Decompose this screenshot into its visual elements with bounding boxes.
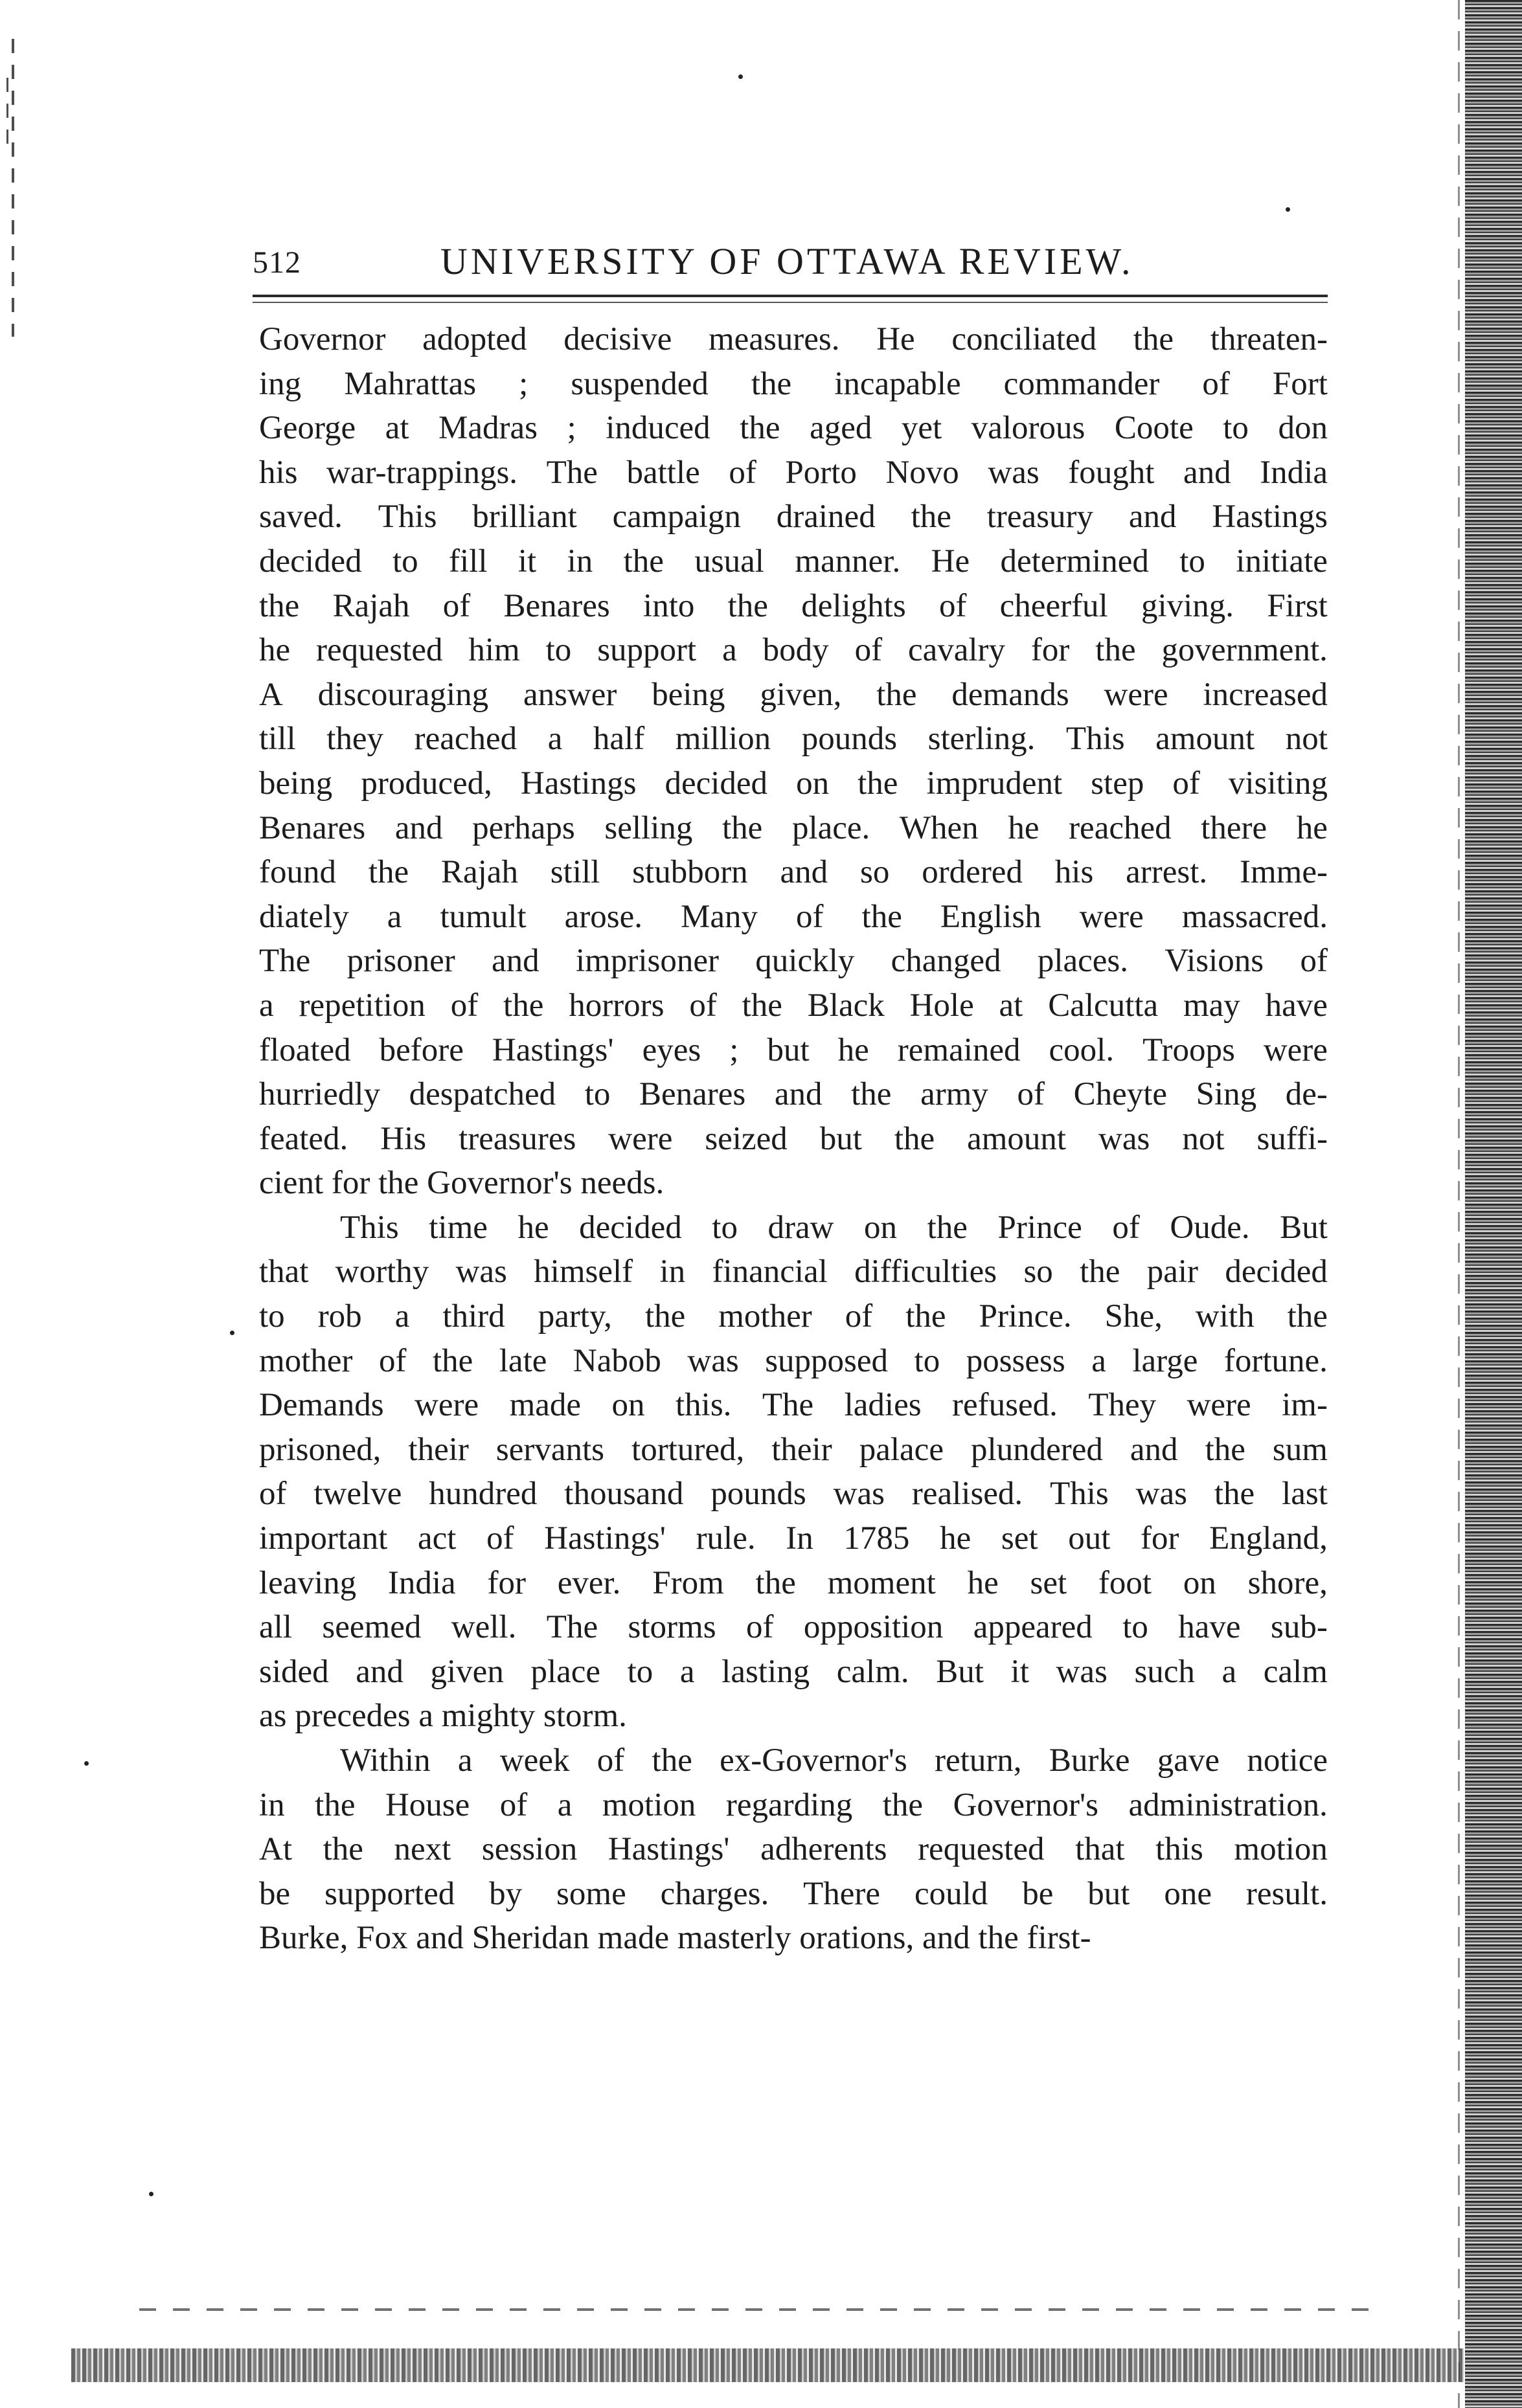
text-line: The prisoner and imprisoner quickly changed places. Visions of xyxy=(259,943,1328,980)
stray-ink-dot xyxy=(1286,207,1290,212)
text-line: hurriedly despatched to Benares and the army of Cheyte Sing de- xyxy=(259,1076,1328,1113)
text-line: feated. His treasures were seized but the amount was not suffi- xyxy=(259,1120,1328,1157)
text-line: to rob a third party, the mother of the Prince. She, with the xyxy=(259,1298,1328,1335)
binding-shadow-line xyxy=(1458,0,1460,2408)
text-line: cient for the Governor's needs. xyxy=(259,1165,664,1202)
text-line: that worthy was himself in financial difficulties so the pair decided xyxy=(259,1254,1328,1290)
text-line: till they reached a half million pounds sterling. This amount not xyxy=(259,721,1328,758)
text-line: Governor adopted decisive measures. He conciliated the threaten- xyxy=(259,321,1328,357)
stray-ink-dot xyxy=(84,1761,89,1766)
journal-title: UNIVERSITY OF OTTAWA REVIEW. xyxy=(440,240,1134,282)
text-line: saved. This brilliant campaign drained the treasury and Hastings xyxy=(259,499,1328,535)
text-line: important act of Hastings' rule. In 1785 he set out for England, xyxy=(259,1520,1328,1557)
left-scan-marks-secondary xyxy=(6,78,8,155)
stray-ink-dot xyxy=(230,1331,234,1335)
text-line: George at Madras ; induced the aged yet valorous Coote to don xyxy=(259,410,1328,447)
text-line: he requested him to support a body of cavalry for the government. xyxy=(259,632,1328,669)
text-line: all seemed well. The storms of opposition appeared to have sub- xyxy=(259,1609,1328,1646)
text-line: Burke, Fox and Sheridan made masterly orations, and the first- xyxy=(259,1920,1091,1957)
text-line: leaving India for ever. From the moment he set foot on shore, xyxy=(259,1564,1328,1601)
page-number: 512 xyxy=(253,245,301,280)
text-line: Demands were made on this. The ladies refused. They were im- xyxy=(259,1387,1328,1424)
text-line: the Rajah of Benares into the delights of cheerful giving. First xyxy=(259,587,1328,624)
header-rule xyxy=(253,295,1328,297)
text-line: A discouraging answer being given, the demands were increased xyxy=(259,676,1328,713)
text-line: Within a week of the ex-Governor's return, Burke gave notice xyxy=(340,1742,1328,1779)
text-line: sided and given place to a lasting calm. But it was such a calm xyxy=(259,1653,1328,1690)
text-line: a repetition of the horrors of the Black Hole at Calcutta may have xyxy=(259,987,1328,1024)
text-line: decided to fill it in the usual manner. He determined to initiate xyxy=(259,543,1328,579)
text-line: as precedes a mighty storm. xyxy=(259,1698,627,1735)
running-header xyxy=(253,240,1328,291)
bottom-dashed-rule xyxy=(139,2308,1383,2311)
stray-ink-dot xyxy=(149,2192,153,2196)
text-line: This time he decided to draw on the Prince of Oude. But xyxy=(340,1209,1328,1246)
text-line: ing Mahrattas ; suspended the incapable commander of Fort xyxy=(259,365,1328,402)
text-line: being produced, Hastings decided on the imprudent step of visiting xyxy=(259,765,1328,802)
text-line: At the next session Hastings' adherents requested that this motion xyxy=(259,1831,1328,1868)
text-line: floated before Hastings' eyes ; but he remained cool. Troops were xyxy=(259,1031,1328,1068)
text-line: prisoned, their servants tortured, their palace plundered and the sum xyxy=(259,1431,1328,1468)
stray-ink-dot xyxy=(738,74,743,79)
text-line: mother of the late Nabob was supposed to possess a large fortune. xyxy=(259,1342,1328,1379)
body-text xyxy=(259,317,1328,1961)
text-line: in the House of a motion regarding the Governor's administration. xyxy=(259,1786,1328,1823)
bottom-scan-band xyxy=(71,2348,1464,2382)
text-line: diately a tumult arose. Many of the English were massacred. xyxy=(259,898,1328,935)
left-scan-marks xyxy=(12,39,14,337)
binding-edge xyxy=(1465,0,1522,2408)
text-line: be supported by some charges. There could be but one result. xyxy=(259,1875,1328,1912)
text-line: found the Rajah still stubborn and so ordered his arrest. Imme- xyxy=(259,854,1328,891)
header-rule-thin xyxy=(253,302,1328,303)
text-line: of twelve hundred thousand pounds was realised. This was the last xyxy=(259,1476,1328,1513)
text-line: Benares and perhaps selling the place. When he reached there he xyxy=(259,809,1328,846)
text-line: his war-trappings. The battle of Porto Novo was fought and India xyxy=(259,454,1328,491)
